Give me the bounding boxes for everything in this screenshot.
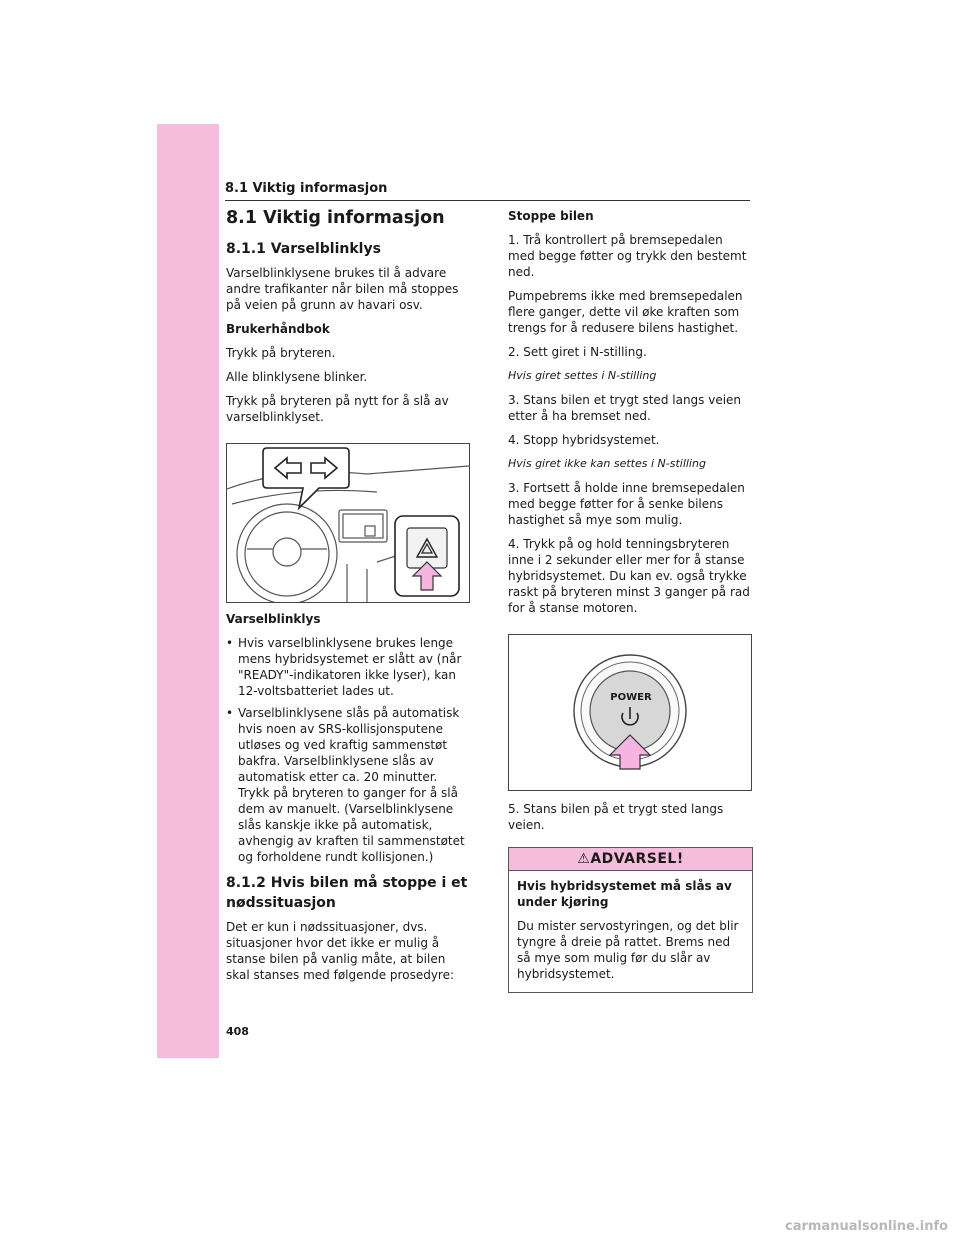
right-column [508,208,753,993]
warning-triangle-icon: ⚠ [577,851,591,867]
page-number: 408 [226,1025,249,1038]
step-press-switch: Trykk på bryteren. [226,346,336,360]
power-label: POWER [610,692,652,703]
emergency-paragraph: Det er kun i nødssituasjoner, dvs. situasjoner hvor det ikke er mulig å stanse bilen på vanlig måte, at bilen skal stanses med følgende prosedyre: [226,920,455,982]
step-1: 1. Trå kontrollert på bremsepedalen med begge føtter og trykk den bestemt ned. [508,233,747,279]
step-all-blink: Alle blinklysene blinker. [226,370,368,384]
list-item: • Hvis varselblinklysene brukes lenge mens hybridsystemet er slått av (når "READY"-indikatoren ikke lyser), kan 12-voltsbatteriet lades ut. [226,635,471,699]
case-neutral: Hvis giret settes i N-stilling [508,369,657,382]
case-no-neutral: Hvis giret ikke kan settes i N-stilling [508,457,706,470]
subsection-title-hazard: 8.1.1 Varselblinklys [226,241,381,257]
intro-paragraph: Varselblinklysene brukes til å advare andre trafikanter når bilen må stoppes på veien på grunn av havari osv. [226,266,459,312]
step-4b: 4. Trykk på og hold tenningsbryteren inne i 2 sekunder eller mer for å stanse hybridsystemet. Du kan ev. også trykke raskt på bryteren minst 3 ganger på rad for å stanse motoren. [508,537,750,615]
step-3a: 3. Stans bilen et trygt sted langs veien etter å ha bremset ned. [508,393,742,423]
list-item: • Varselblinklysene slås på automatisk hvis noen av SRS-kollisjonsputene utløses og ved kraftig sammenstøt bakfra. Varselblinklysene slås av automatisk etter ca. 20 minutter. Trykk på bryteren to ganger for å slå dem av manuelt. (Varselblinklysene slås kanskje ikke på automatisk, avhengig av kraften til sammenstøtet og forholdene rundt kollisjonen.) [226,705,471,865]
warning-heading: Hvis hybridsystemet må slås av under kjøring [517,879,732,909]
step-2: 2. Sett giret i N-stilling. [508,345,647,359]
manual-heading: Brukerhåndbok [226,322,330,336]
step-press-again: Trykk på bryteren på nytt for å slå av varselblinklyset. [226,394,449,424]
power-button-illustration [509,635,751,790]
watermark: carmanualsonline.info [785,1219,949,1234]
page-header: 8.1 Viktig informasjon [225,181,750,201]
stop-car-heading: Stoppe bilen [508,209,594,223]
section-title: 8.1 Viktig informasjon [226,208,445,228]
left-column [226,207,471,991]
warning-box [508,847,753,993]
warning-header [509,848,752,871]
hazard-button-inset-icon [395,516,459,596]
warning-title: ADVARSEL! [590,851,684,867]
pump-note: Pumpebrems ikke med bremsepedalen flere ganger, dette vil øke kraften som trengs for å redusere bilens hastighet. [508,289,743,335]
warning-body [509,871,752,992]
step-4a: 4. Stopp hybridsystemet. [508,433,660,447]
hazard-arrows-callout-icon [263,448,349,508]
figure-caption: Varselblinklys [226,612,321,626]
step-3b: 3. Fortsett å holde inne bremsepedalen med begge føtter for å senke bilens hastighet så mye som mulig. [508,481,745,527]
subsection-title-emergency: 8.1.2 Hvis bilen må stoppe i et nødssituasjon [226,875,468,911]
power-switch-figure [508,634,752,791]
dashboard-illustration [227,444,469,602]
notes-list [226,635,471,865]
hazard-switch-figure [226,443,470,603]
warning-text: Du mister servostyringen, og det blir tyngre å dreie på rattet. Brems ned så mye som mulig før du slår av hybridsystemet. [517,919,739,981]
step-5: 5. Stans bilen på et trygt sted langs veien. [508,802,724,832]
side-tab-bar [157,124,219,1058]
